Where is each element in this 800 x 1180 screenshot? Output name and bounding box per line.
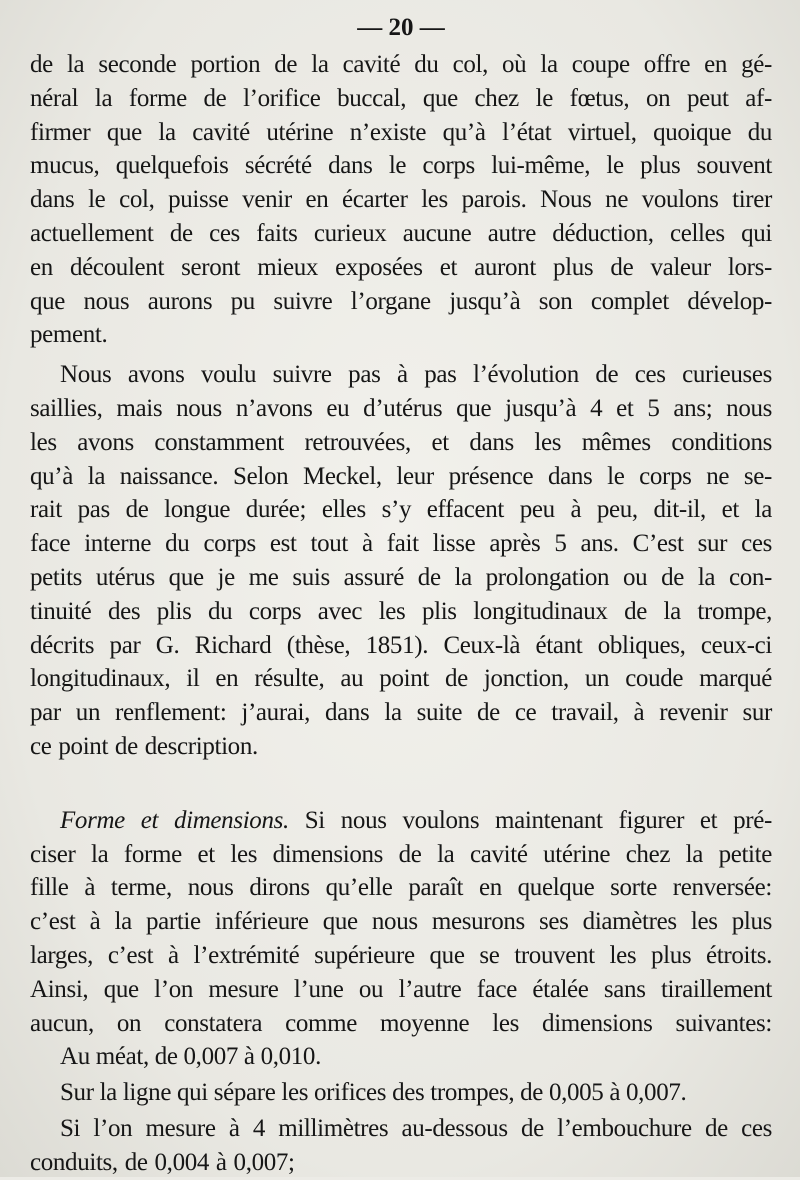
text-line: de la seconde portion de la cavité du col, où la coupe offre en gé- [30,51,772,78]
text-line: Nous avons voulu suivre pas à pas l’évolution de ces curieuses [60,361,772,389]
text-line: qu’à la naissance. Selon Meckel, leur présence dans le corps ne se- [30,462,772,490]
text-line: décrits par G. Richard (thèse, 1851). Ceux-là étant obliques, ceux-ci [30,631,772,659]
text-line: tinuité des plis du corps avec les plis longitudinaux de la trompe, [30,597,772,625]
paragraph-2 [30,358,772,764]
text-line: les avons constamment retrouvées, et dans les mêmes conditions [30,428,772,456]
text-line: néral la forme de l’orifice buccal, que chez le fœtus, on peut af- [30,84,772,112]
text-line: Ainsi, que l’on mesure l’une ou l’autre face étalée sans tiraillement [30,975,772,1003]
paragraph-4 [30,1112,772,1180]
text-line: ciser la forme et les dimensions de la cavité utérine chez la petite [30,840,772,868]
text-line: longitudinaux, il en résulte, au point de jonction, un coude marqué [30,665,772,693]
text-line: en découlent seront mieux exposées et auront plus de valeur lors- [30,253,772,281]
text-line: rait pas de longue durée; elles s’y effacent peu à peu, dit-il, et la [30,496,772,524]
text-line: mucus, quelquefois sécrété dans le corps lui-même, le plus souvent [30,152,772,180]
text-line [30,804,772,838]
text-line: aucun, on constatera comme moyenne les dimensions suivantes: [30,1009,772,1037]
text-line: que nous aurons pu suivre l’organe jusqu’à son complet dévelop- [30,287,772,315]
text-line: larges, c’est à l’extrémité supérieure que se trouvent les plus étroits. [30,941,772,969]
text-line: conduits, de 0,004 à 0,007; [30,1148,295,1176]
section-title: Forme et dimensions. [60,806,289,834]
page-number: — 20 — [357,14,445,41]
paragraph-1 [30,48,772,352]
paragraph-3 [30,804,772,1041]
text-line: firmer que la cavité utérine n’existe qu’à l’état virtuel, quoique du [30,118,772,146]
text-line: face interne du corps est tout à fait lisse après 5 ans. C’est sur ces [30,530,772,558]
text-line: petits utérus que je me suis assuré de la prolongation ou de la con- [30,563,772,591]
text-line: actuellement de ces faits curieux aucune autre déduction, celles qui [30,219,772,247]
text-line: fille à terme, nous dirons qu’elle paraît en quelque sorte renversée: [30,874,772,902]
measurement-line: Au méat, de 0,007 à 0,010. [60,1043,321,1071]
text-line: saillies, mais nous n’avons eu d’utérus que jusqu’à 4 et 5 ans; nous [30,394,772,422]
text-line: Si l’on mesure à 4 millimètres au-dessous de l’embouchure de ces [60,1114,772,1142]
measurement-line: Sur la ligne qui sépare les orifices des trompes, de 0,005 à 0,007. [60,1079,687,1107]
text-line: par un renflement: j’aurai, dans la suite de ce travail, à revenir sur [30,699,772,727]
text-fragment: Si nous voulons maintenant figurer et pré- [288,806,772,834]
text-line: pement. [30,321,108,349]
text-line: dans le col, puisse venir en écarter les parois. Nous ne voulons tirer [30,186,772,214]
text-line: c’est à la partie inférieure que nous mesurons ses diamètres les plus [30,908,772,936]
text-line: ce point de description. [30,732,258,760]
section-gap [30,764,772,804]
